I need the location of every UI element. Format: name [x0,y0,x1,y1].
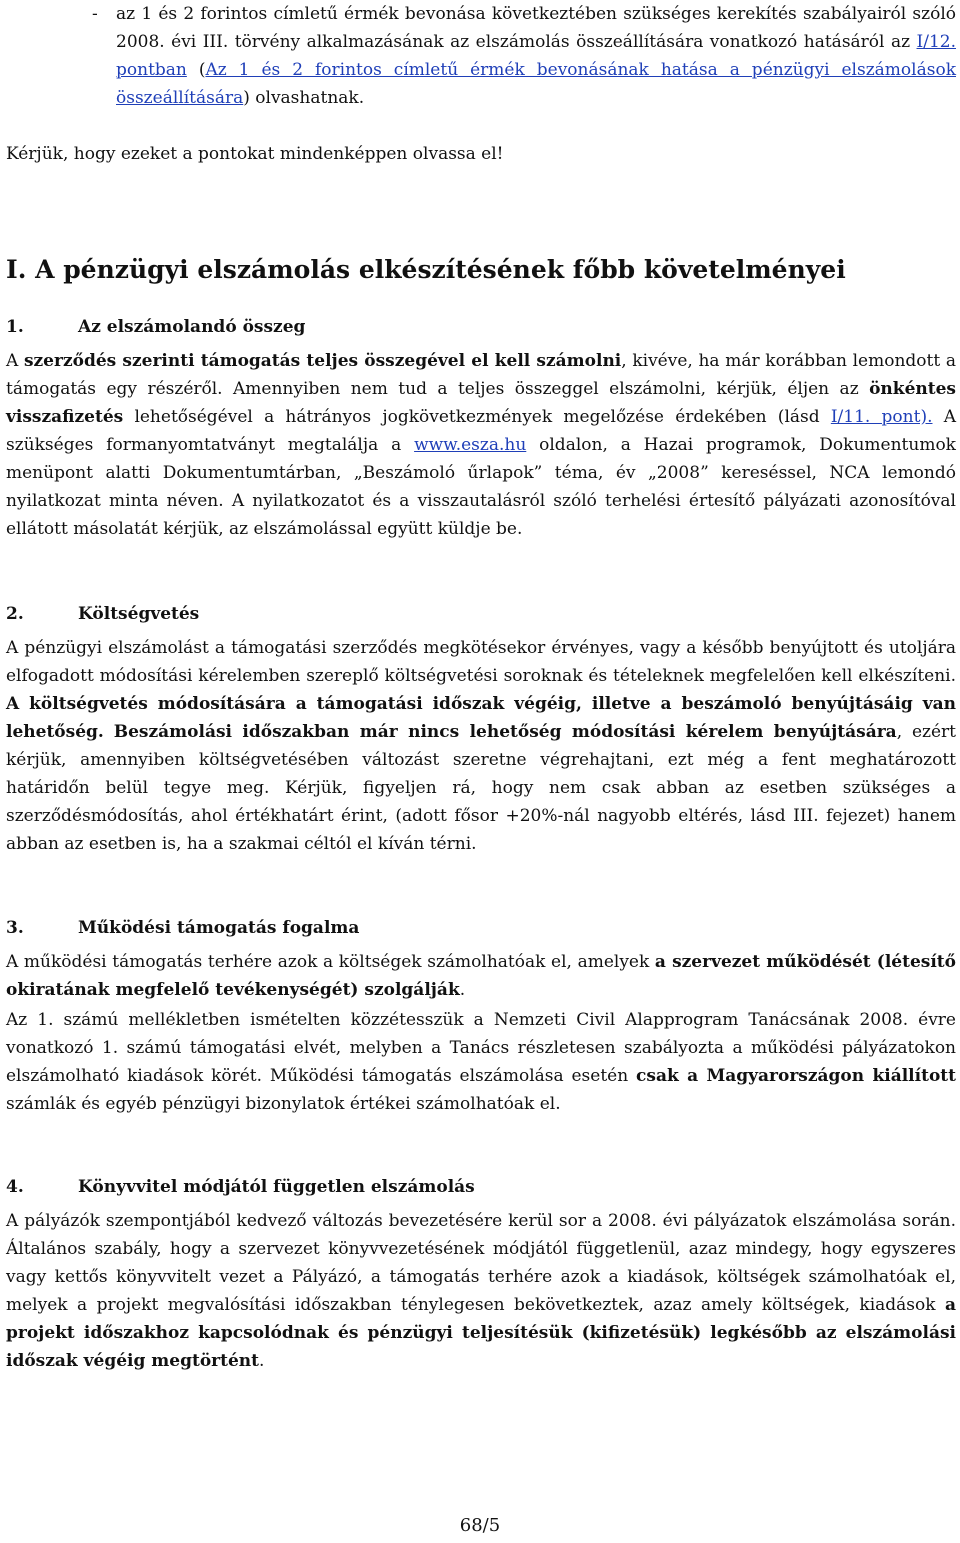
paragraph-3b: Az 1. számú mellékletben ismételten közzétesszük a Nemzeti Civil Alapprogram Tanácsának 2008. évre vonatkozó 1. számú támogatási elvét, melyben a Tanács részletesen szabályozta a működési pályázatokon elszámolható kiadások körét. Működési támogatás elszámolása esetén csak a Magyarországon kiállított számlák és egyéb pénzügyi bizonylatok értékei számolhatóak el. [6,1010,956,1114]
subheading-3: 3. Működési támogatás fogalma [6,918,360,938]
please-read-note: Kérjük, hogy ezeket a pontokat mindenképpen olvassa el! [6,144,504,164]
link-esza[interactable]: www.esza.hu [414,435,527,455]
paragraph-1: A szerződés szerinti támogatás teljes összegével el kell számolni, kivéve, ha már korábban lemondott a támogatás egy részéről. Amennyiben nem tud a teljes összeggel elszámolni, kérjük, éljen az önkéntes visszafizetés lehetőségével a hátrányos jogkövetkezmények megelőzése érdekében (lásd I/11. pont). A szükséges formanyomtatványt megtalálja a www.esza.hu oldalon, a Hazai programok, Dokumentumok menüpont alatti Dokumentumtárban, „Beszámoló űrlapok” téma, év „2008” kereséssel, NCA lemondó nyilatkozat minta néven. A nyilatkozatot és a visszautalásról szóló terhelési értesítő pályázati azonosítóval ellátott másolatát kérjük, az elszámolással együtt küldje be. [6,351,956,539]
subheading-1: 1. Az elszámolandó összeg [6,317,306,337]
subheading-2: 2. Költségvetés [6,604,200,624]
bullet-text: az 1 és 2 forintos címletű érmék bevonása következtében szükséges kerekítés szabályairól szóló 2008. évi III. törvény alkalmazásának az elszámolás összeállítására vonatkozó hatásáról az I/12. pontban (Az 1 és 2 forintos címletű érmék bevonásának hatása a pénzügyi elszámolások összeállítására) olvashatnak. [116,4,956,108]
link-i12[interactable]: I/12. pontban [116,32,956,80]
paragraph-3a: A működési támogatás terhére azok a költségek számolhatóak el, amelyek a szervezet működését (létesítő okiratának megfelelő tevékenységét) szolgálják. [6,952,956,1000]
link-coin-rounding[interactable]: Az 1 és 2 forintos címletű érmék bevonásának hatása a pénzügyi elszámolások összeállítására [116,60,956,108]
subheading-4: 4. Könyvvitel módjától független elszámolás [6,1177,475,1197]
page-number: 68/5 [459,1515,501,1536]
bullet-item [0,0,960,112]
link-i11[interactable]: I/11. pont). [830,407,933,427]
paragraph-2: A pénzügyi elszámolást a támogatási szerződés megkötésekor érvényes, vagy a később benyújtott és utoljára elfogadott módosítási kérelemben szereplő költségvetési soroknak és tételeknek megfelelően kell elkészíteni. A költségvetés módosítására a támogatási időszak végéig, illetve a beszámoló benyújtásáig van lehetőség. Beszámolási időszakban már nincs lehetőség módosítási kérelem benyújtására, ezért kérjük, amennyiben költségvetésében változást szeretne végrehajtani, ezt még a fent meghatározott határidőn belül tegye meg. Kérjük, figyeljen rá, hogy nem csak abban az esetben szükséges a szerződésmódosítás, ahol értékhatárt érint, (adott fősor +20%-nál nagyobb eltérés, lásd III. fejezet) hanem abban az esetben is, ha a szakmai céltól el kíván térni. [6,638,957,854]
bullet-dash: - [92,4,98,24]
paragraph-4: A pályázók szempontjából kedvező változás bevezetésére kerül sor a 2008. évi pályázatok elszámolása során. Általános szabály, hogy a szervezet könyvvezetésének módjától függetlenül, azaz mindegy, hogy egyszeres vagy kettős könyvvitelt vezet a Pályázó, a támogatás terhére azok a kiadások, költségek számolhatóak el, melyek a projekt megvalósítási időszakban ténylegesen bekövetkeztek, azaz amely költségek, kiadások a projekt időszakhoz kapcsolódnak és pénzügyi teljesítésük (kifizetésük) legkésőbb az elszámolási időszak végéig megtörtént. [6,1211,956,1371]
section-title: I. A pénzügyi elszámolás elkészítésének főbb követelményei [6,255,846,284]
